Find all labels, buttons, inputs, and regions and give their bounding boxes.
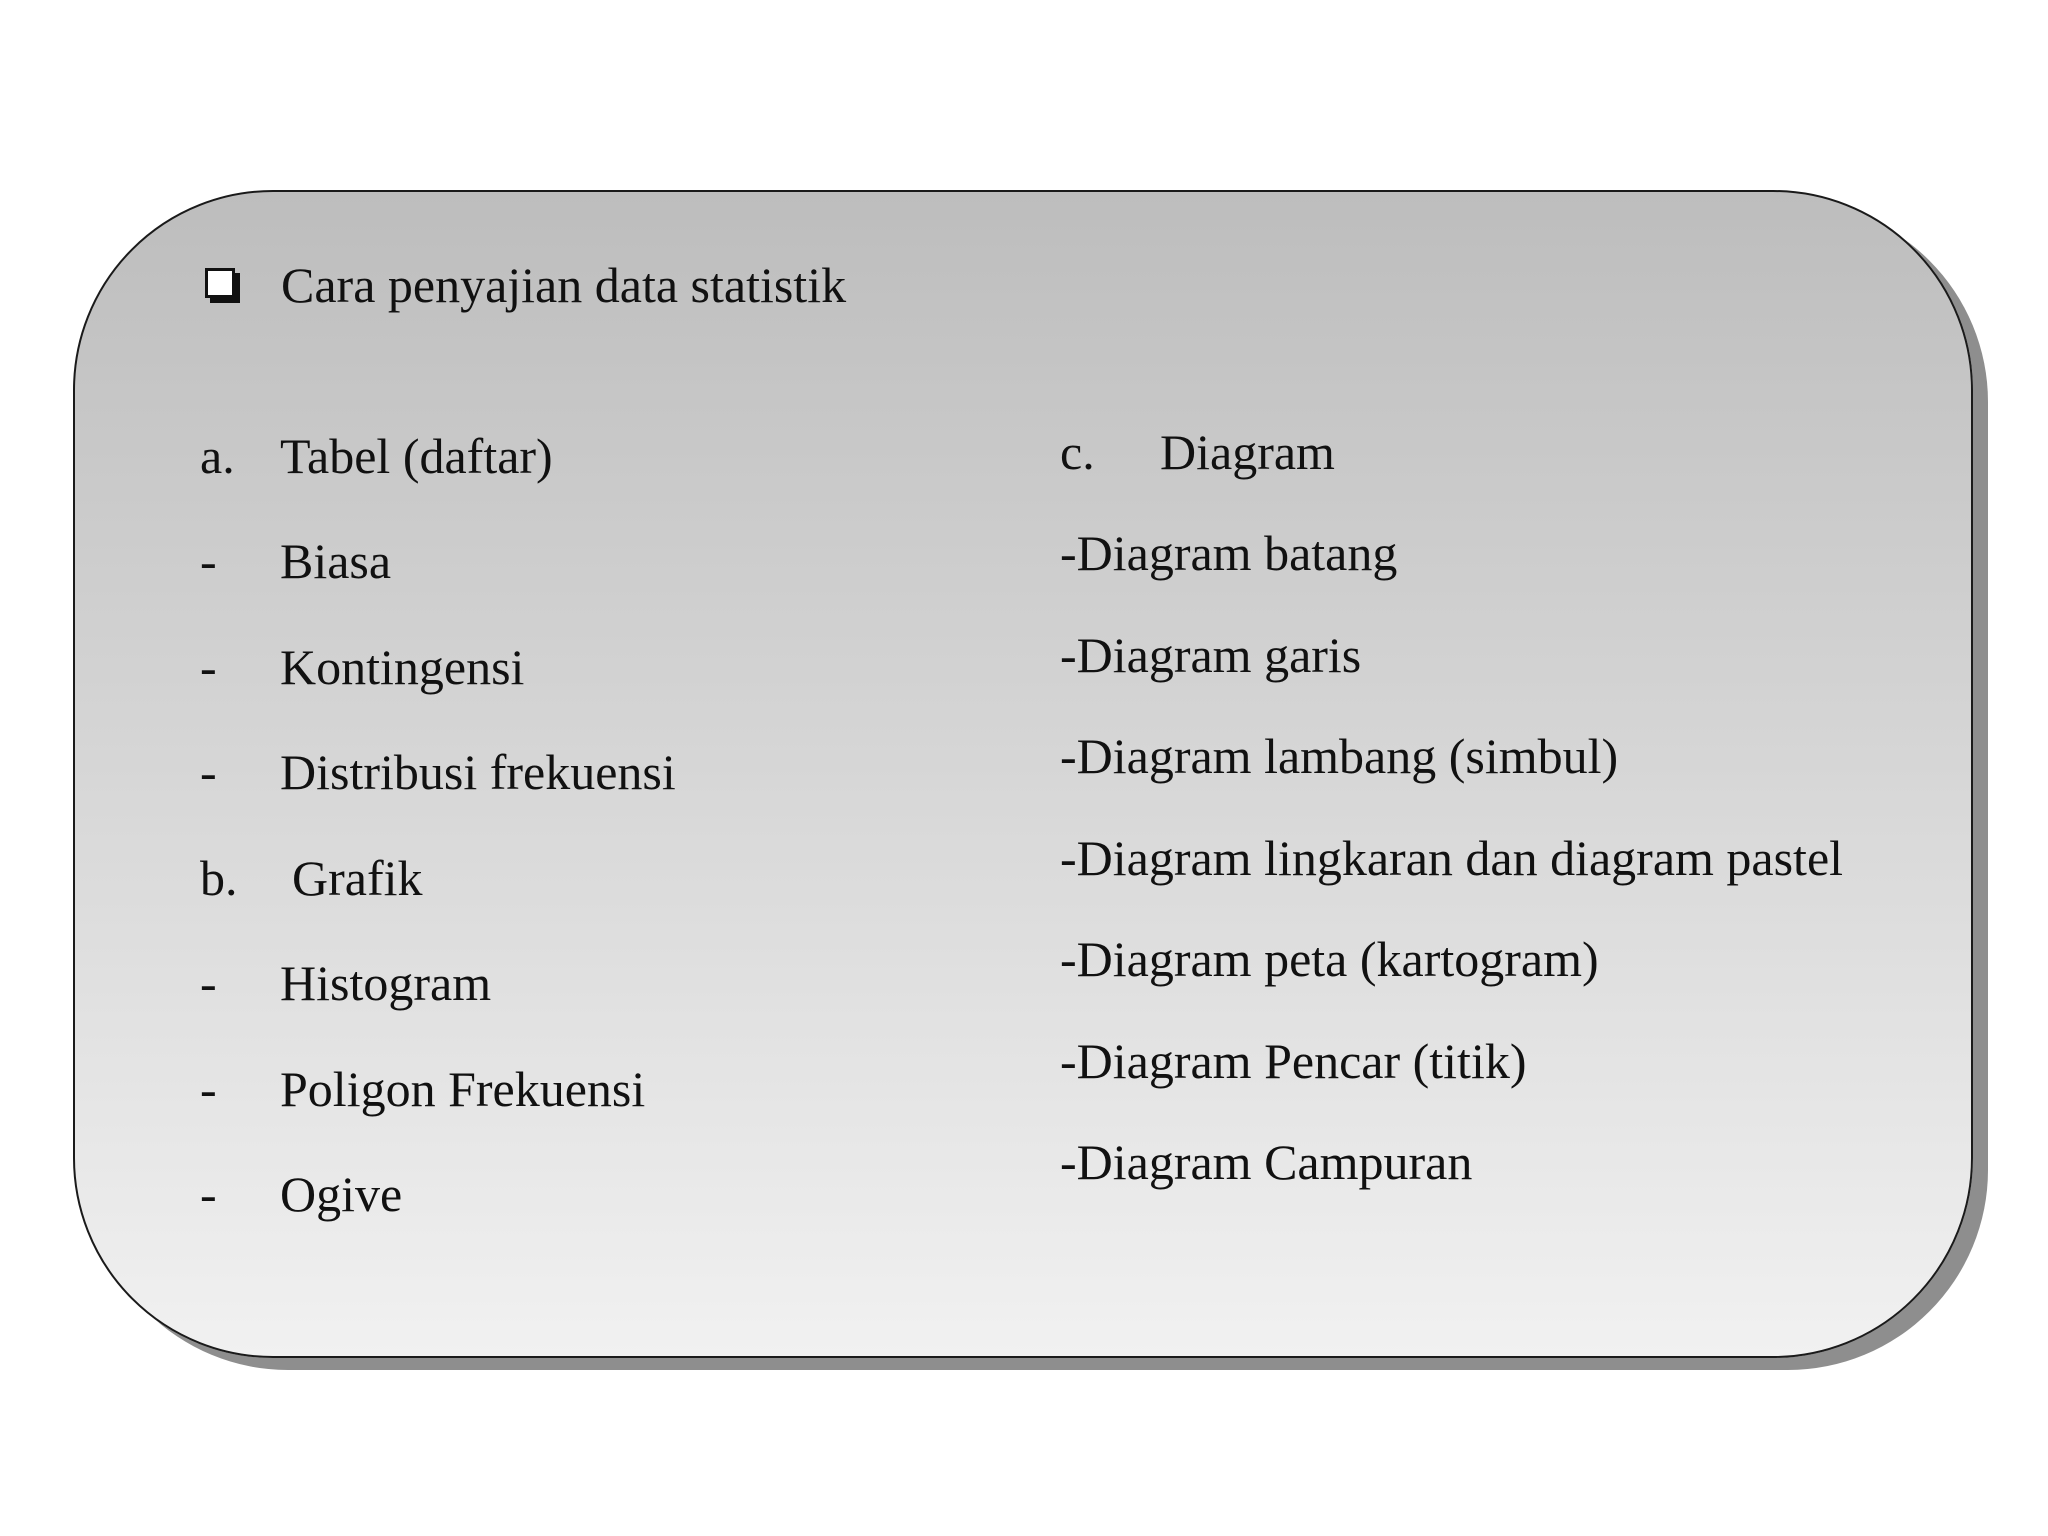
list-item-diagram	[1060, 399, 1940, 505]
heading	[205, 255, 846, 315]
list-item-poligon-frekuensi	[200, 1036, 1020, 1142]
list-item-label: Biasa	[280, 533, 392, 590]
list-marker: -	[200, 638, 217, 695]
list-item-label: Diagram	[1160, 423, 1335, 480]
list-item-diagram-lambang: -Diagram lambang (simbul)	[1060, 728, 1619, 785]
list-item-label: Tabel (daftar)	[280, 427, 553, 484]
list-item-label: Kontingensi	[280, 638, 525, 695]
list-marker: -	[200, 744, 217, 801]
list-item-histogram	[200, 931, 1020, 1037]
list-item-label: Histogram	[280, 955, 492, 1012]
list-marker: -	[200, 533, 217, 590]
list-item-tabel	[200, 403, 1020, 509]
list-marker: -	[200, 1060, 217, 1117]
list-item-ogive	[200, 1142, 1020, 1248]
list-item-diagram-batang: -Diagram batang	[1060, 525, 1398, 582]
list-item-diagram-lingkaran: -Diagram lingkaran dan diagram pastel	[1060, 829, 1844, 886]
list-item-label: Distribusi frekuensi	[280, 744, 676, 801]
list-item-label: Grafik	[292, 849, 423, 906]
list-item-grafik	[200, 825, 1020, 931]
list-item-diagram-campuran: -Diagram Campuran	[1060, 1134, 1473, 1191]
list-item-kontingensi	[200, 614, 1020, 720]
list-marker: -	[200, 955, 217, 1012]
list-item-biasa	[200, 509, 1020, 615]
list-item-diagram-peta: -Diagram peta (kartogram)	[1060, 931, 1599, 988]
list-marker: b.	[200, 849, 238, 906]
list-item-distribusi-frekuensi	[200, 720, 1020, 826]
right-column	[1060, 403, 1940, 1215]
left-column	[200, 403, 1020, 1247]
list-item-label: Ogive	[280, 1166, 403, 1223]
list-marker: -	[200, 1166, 217, 1223]
list-item-diagram-pencar: -Diagram Pencar (titik)	[1060, 1032, 1527, 1089]
checkbox-icon	[205, 268, 239, 302]
list-marker: a.	[200, 427, 235, 484]
list-marker: c.	[1060, 423, 1095, 480]
list-item-label: Poligon Frekuensi	[280, 1060, 646, 1117]
heading-text: Cara penyajian data statistik	[281, 257, 847, 313]
list-item-diagram-garis: -Diagram garis	[1060, 626, 1362, 683]
